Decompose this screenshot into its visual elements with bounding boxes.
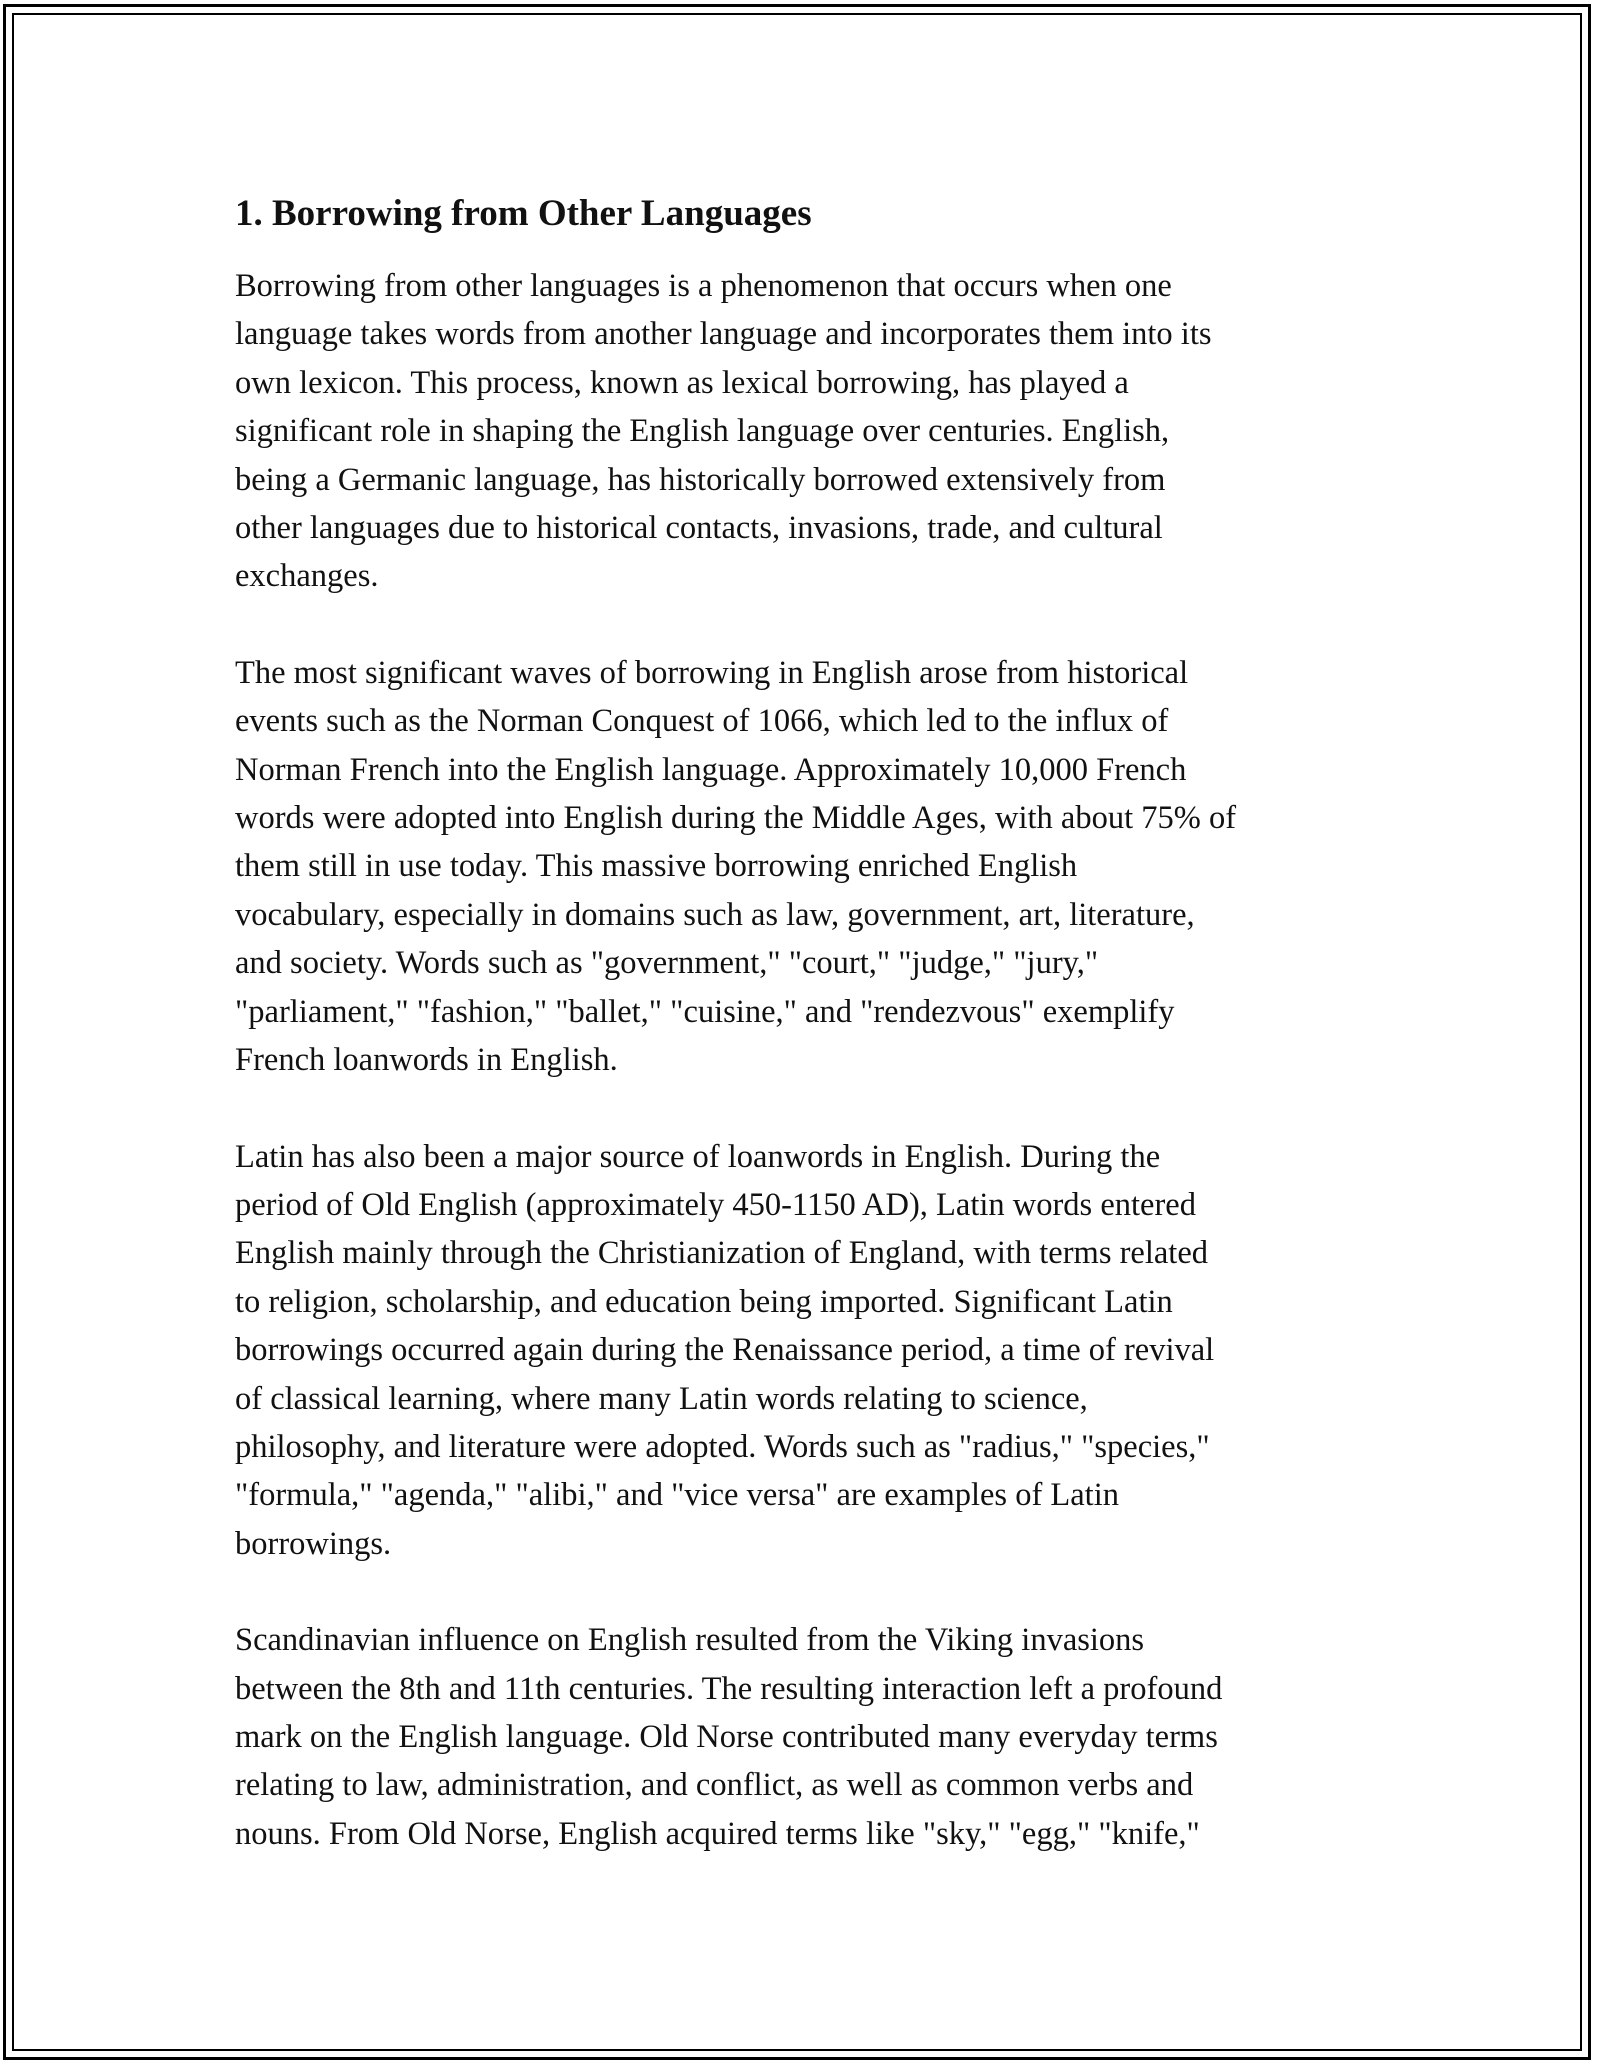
section-heading: 1. Borrowing from Other Languages bbox=[235, 193, 812, 234]
paragraph-latin-borrowing: Latin has also been a major source of loanwords in English. During the period of Old English (approximately 450-1150 AD), Latin words entered English mainly through the Christianization of England, with terms related to religion, scholarship, and education being imported. Significant Latin borrowings occurred again during the Renaissance period, a time of revival of classical learning, where many Latin words relating to science, philosophy, and literature were adopted. Words such as "radius," "species," "formula," "agenda," "alibi," and "vice versa" are examples of Latin borrowings. bbox=[235, 1138, 1215, 1562]
paragraph-scandinavian-borrowing: Scandinavian influence on English resulted from the Viking invasions between the 8th and 11th centuries. The resulting interaction left a profound mark on the English language. Old Norse contributed many everyday terms relating to law, administration, and conflict, as well as common verbs and nouns. From Old Norse, English acquired terms like "sky," "egg," "knife," bbox=[235, 1622, 1223, 1852]
paragraph-introduction: Borrowing from other languages is a phenomenon that occurs when one language takes words from another language and incorporates them into its own lexicon. This process, known as lexical borrowing, has played a significant role in shaping the English language over centuries. English, being a Germanic language, has historically borrowed extensively from other languages due to historical contacts, invasions, trade, and cultural exchanges. bbox=[235, 268, 1212, 595]
paragraph-french-borrowing: The most significant waves of borrowing in English arose from historical events such as the Norman Conquest of 1066, which led to the influx of Norman French into the English language. Approximately 10,000 French words were adopted into English during the Middle Ages, with about 75% of them still in use today. This massive borrowing enriched English vocabulary, especially in domains such as law, government, art, literature, and society. Words such as "government," "court," "judge," "jury," "parliament," "fashion," "ballet," "cuisine," and "rendezvous" exemplify French loanwords in English. bbox=[235, 654, 1237, 1079]
document-body bbox=[235, 188, 1385, 1906]
